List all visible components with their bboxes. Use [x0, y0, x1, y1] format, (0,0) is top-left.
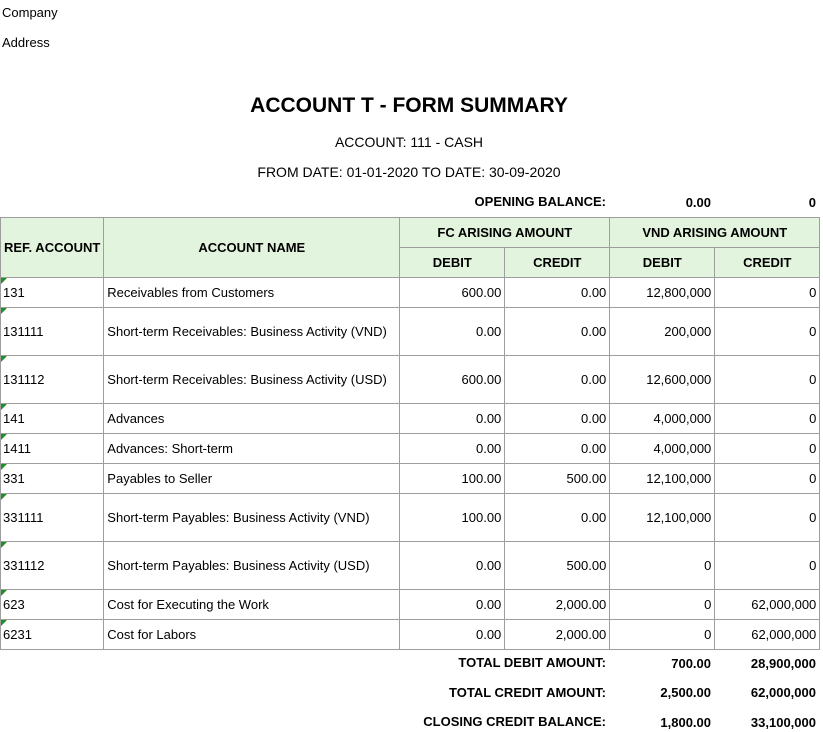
- total-debit-fc: 700.00: [671, 656, 711, 671]
- comment-marker-icon: [1, 356, 7, 362]
- ref-account-cell: 141: [1, 404, 104, 434]
- opening-balance-fc: 0.00: [685, 195, 711, 210]
- account-name-cell: Short-term Receivables: Business Activity (USD): [104, 356, 400, 404]
- fc-debit-cell: 0.00: [400, 434, 505, 464]
- date-range: FROM DATE: 01-01-2020 TO DATE: 30-09-2020: [257, 164, 561, 180]
- vnd-credit-cell: 0: [715, 494, 820, 542]
- vnd-credit-cell: 0: [715, 404, 820, 434]
- account-name-cell: Short-term Receivables: Business Activity (VND): [104, 308, 400, 356]
- account-name-cell: Advances: [104, 404, 400, 434]
- vnd-debit-cell: 12,100,000: [610, 494, 715, 542]
- comment-marker-icon: [1, 278, 7, 284]
- fc-debit-cell: 100.00: [400, 494, 505, 542]
- closing-balance-label: CLOSING CREDIT BALANCE:: [423, 714, 606, 729]
- closing-balance-vnd: 33,100,000: [750, 715, 816, 730]
- table-row: [1, 464, 820, 494]
- fc-debit-cell: 0.00: [400, 308, 505, 356]
- table-row: [1, 590, 820, 620]
- vnd-debit-cell: 4,000,000: [610, 434, 715, 464]
- ref-account-cell: 131: [1, 278, 104, 308]
- vnd-debit-cell: 200,000: [610, 308, 715, 356]
- ref-account-cell: 331112: [1, 542, 104, 590]
- summary-table: [0, 217, 820, 650]
- table-row: [1, 308, 820, 356]
- fc-debit-cell: 600.00: [400, 278, 505, 308]
- vnd-debit-cell: 0: [610, 590, 715, 620]
- vnd-credit-cell: 0: [715, 278, 820, 308]
- closing-balance-fc: 1,800.00: [660, 715, 711, 730]
- fc-credit-cell: 500.00: [505, 464, 610, 494]
- account-name-cell: Short-term Payables: Business Activity (USD): [104, 542, 400, 590]
- fc-credit-cell: 0.00: [505, 356, 610, 404]
- total-debit-vnd: 28,900,000: [750, 656, 816, 671]
- comment-marker-icon: [1, 434, 7, 440]
- vnd-credit-header: CREDIT: [715, 248, 820, 278]
- fc-credit-cell: 2,000.00: [505, 620, 610, 650]
- total-credit-fc: 2,500.00: [660, 685, 711, 700]
- total-credit-label: TOTAL CREDIT AMOUNT:: [449, 685, 606, 700]
- account-name-cell: Short-term Payables: Business Activity (VND): [104, 494, 400, 542]
- vnd-credit-cell: 0: [715, 356, 820, 404]
- comment-marker-icon: [1, 590, 7, 596]
- table-row: [1, 404, 820, 434]
- ref-account-cell: 1411: [1, 434, 104, 464]
- ref-account-cell: 331111: [1, 494, 104, 542]
- comment-marker-icon: [1, 494, 7, 500]
- ref-account-cell: 623: [1, 590, 104, 620]
- comment-marker-icon: [1, 308, 7, 314]
- vnd-debit-cell: 12,100,000: [610, 464, 715, 494]
- fc-debit-cell: 0.00: [400, 620, 505, 650]
- fc-credit-header: CREDIT: [505, 248, 610, 278]
- account-name-cell: Receivables from Customers: [104, 278, 400, 308]
- table-row: [1, 542, 820, 590]
- fc-credit-cell: 0.00: [505, 494, 610, 542]
- vnd-debit-cell: 0: [610, 620, 715, 650]
- comment-marker-icon: [1, 404, 7, 410]
- table-row: [1, 620, 820, 650]
- fc-credit-cell: 500.00: [505, 542, 610, 590]
- vnd-credit-cell: 0: [715, 308, 820, 356]
- ref-account-header: REF. ACCOUNT: [1, 218, 104, 278]
- fc-debit-cell: 0.00: [400, 542, 505, 590]
- fc-credit-cell: 0.00: [505, 308, 610, 356]
- vnd-debit-header: DEBIT: [610, 248, 715, 278]
- vnd-credit-cell: 62,000,000: [715, 590, 820, 620]
- fc-debit-cell: 0.00: [400, 590, 505, 620]
- comment-marker-icon: [1, 542, 7, 548]
- opening-balance-label: OPENING BALANCE:: [474, 194, 606, 209]
- vnd-credit-cell: 0: [715, 434, 820, 464]
- ref-account-cell: 131112: [1, 356, 104, 404]
- fc-debit-cell: 100.00: [400, 464, 505, 494]
- ref-account-cell: 331: [1, 464, 104, 494]
- account-name-cell: Cost for Labors: [104, 620, 400, 650]
- fc-credit-cell: 0.00: [505, 404, 610, 434]
- ref-account-cell: 6231: [1, 620, 104, 650]
- fc-credit-cell: 0.00: [505, 278, 610, 308]
- fc-credit-cell: 2,000.00: [505, 590, 610, 620]
- fc-debit-cell: 600.00: [400, 356, 505, 404]
- table-row: [1, 356, 820, 404]
- vnd-debit-cell: 0: [610, 542, 715, 590]
- comment-marker-icon: [1, 620, 7, 626]
- table-row: [1, 278, 820, 308]
- vnd-credit-cell: 62,000,000: [715, 620, 820, 650]
- fc-arising-header: FC ARISING AMOUNT: [400, 218, 610, 248]
- fc-debit-header: DEBIT: [400, 248, 505, 278]
- company-address: Address: [2, 35, 50, 50]
- account-name-cell: Cost for Executing the Work: [104, 590, 400, 620]
- vnd-credit-cell: 0: [715, 542, 820, 590]
- comment-marker-icon: [1, 464, 7, 470]
- total-credit-vnd: 62,000,000: [750, 685, 816, 700]
- fc-debit-cell: 0.00: [400, 404, 505, 434]
- vnd-credit-cell: 0: [715, 464, 820, 494]
- fc-credit-cell: 0.00: [505, 434, 610, 464]
- account-name-header: ACCOUNT NAME: [104, 218, 400, 278]
- account-line: ACCOUNT: 111 - CASH: [334, 134, 484, 150]
- vnd-arising-header: VND ARISING AMOUNT: [610, 218, 820, 248]
- vnd-debit-cell: 4,000,000: [610, 404, 715, 434]
- account-name-cell: Advances: Short-term: [104, 434, 400, 464]
- ref-account-cell: 131111: [1, 308, 104, 356]
- opening-balance-vnd: 0: [808, 195, 816, 210]
- table-row: [1, 494, 820, 542]
- company-name: Company: [2, 5, 58, 20]
- vnd-debit-cell: 12,800,000: [610, 278, 715, 308]
- total-debit-label: TOTAL DEBIT AMOUNT:: [458, 655, 606, 670]
- account-name-cell: Payables to Seller: [104, 464, 400, 494]
- report-title: ACCOUNT T - FORM SUMMARY: [250, 94, 568, 117]
- vnd-debit-cell: 12,600,000: [610, 356, 715, 404]
- table-row: [1, 434, 820, 464]
